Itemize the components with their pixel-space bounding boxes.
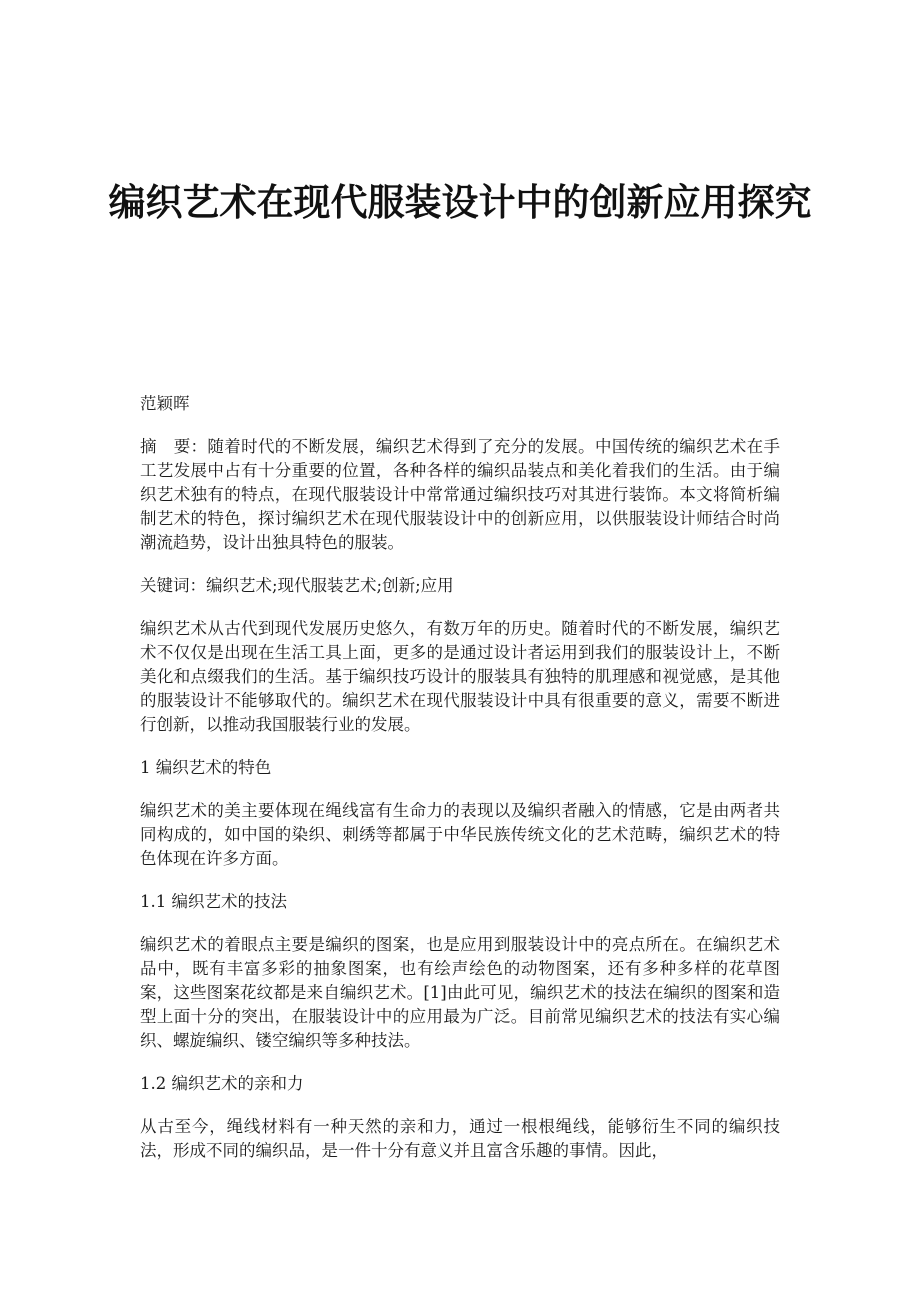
keywords-line: 关键词：编织艺术;现代服装艺术;创新;应用 bbox=[140, 576, 454, 595]
section-1-heading: 1 编织艺术的特色 bbox=[140, 758, 272, 777]
section-1-paragraph: 编织艺术的美主要体现在绳线富有生命力的表现以及编织者融入的情感，它是由两者共同构成的，如中国的染织、刺绣等都属于中华民族传统文化的艺术范畴，编织艺术的特色体现在许多方面。 bbox=[140, 801, 780, 868]
author-name: 范颖晖 bbox=[140, 394, 190, 413]
page-title: 编织艺术在现代服装设计中的创新应用探究 bbox=[108, 181, 812, 224]
section-1-2-paragraph: 从古至今，绳线材料有一种天然的亲和力，通过一根根绳线，能够衍生不同的编织技法，形成不同的编织品，是一件十分有意义并且富含乐趣的事情。因此， bbox=[140, 1117, 780, 1160]
document-body bbox=[140, 392, 780, 1182]
section-1-1-paragraph: 编织艺术的着眼点主要是编织的图案，也是应用到服装设计中的亮点所在。在编织艺术品中，既有丰富多彩的抽象图案，也有绘声绘色的动物图案，还有多种多样的花草图案，这些图案花纹都是来自编织艺术。[1]由此可见，编织艺术的技法在编织的图案和造型上面十分的突出，在服装设计中的应用最为广泛。目前常见编织艺术的技法有实心编织、螺旋编织、镂空编织等多种技法。 bbox=[140, 935, 780, 1050]
abstract-paragraph: 摘 要：随着时代的不断发展，编织艺术得到了充分的发展。中国传统的编织艺术在手工艺发展中占有十分重要的位置，各种各样的编织品装点和美化着我们的生活。由于编织艺术独有的特点，在现代服装设计中常常通过编织技巧对其进行装饰。本文将简析编制艺术的特色，探讨编织艺术在现代服装设计中的创新应用，以供服装设计师结合时尚潮流趋势，设计出独具特色的服装。 bbox=[140, 437, 780, 552]
section-1-1-heading: 1.1 编织艺术的技法 bbox=[140, 892, 287, 911]
section-1-2-heading: 1.2 编织艺术的亲和力 bbox=[140, 1074, 304, 1093]
intro-paragraph: 编织艺术从古代到现代发展历史悠久，有数万年的历史。随着时代的不断发展，编织艺术不仅仅是出现在生活工具上面，更多的是通过设计者运用到我们的服装设计上，不断美化和点缀我们的生活。基于编织技巧设计的服装具有独特的肌理感和视觉感，是其他的服装设计不能够取代的。编织艺术在现代服装设计中具有很重要的意义，需要不断进行创新，以推动我国服装行业的发展。 bbox=[140, 619, 780, 734]
